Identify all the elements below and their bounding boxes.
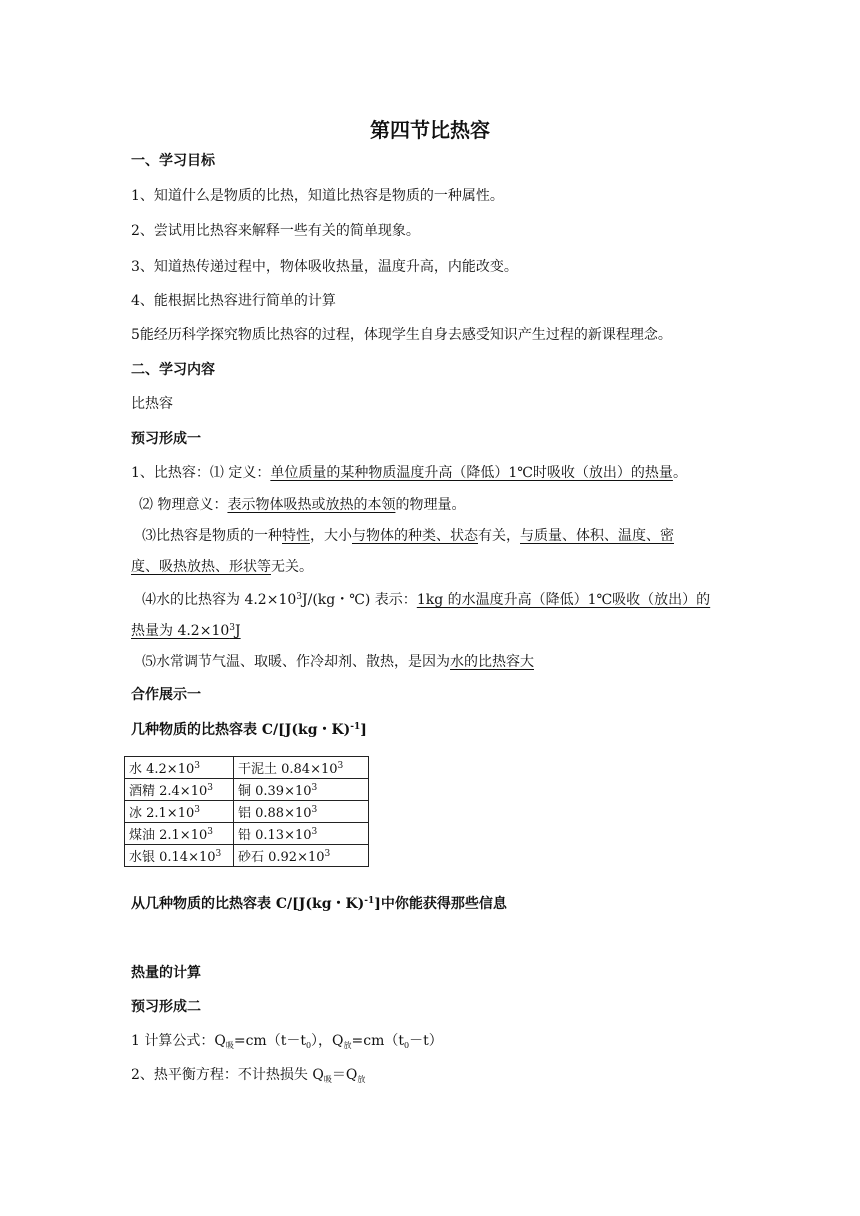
exponent: 3 [207, 783, 213, 793]
water-text: J/(kg・℃) 表示： [302, 592, 417, 608]
cell-value: 铝 0.88×10 [238, 806, 312, 821]
property-line-1 [142, 526, 674, 546]
table-body [125, 757, 369, 867]
cell-value: 铅 0.13×10 [238, 828, 312, 843]
definition-suffix: 。 [672, 465, 687, 481]
water-heat-line-2 [131, 621, 241, 641]
subscript: 吸 [225, 1041, 234, 1050]
preview-heading-one: 预习形成一 [131, 431, 201, 447]
property-text: 有关， [478, 528, 520, 544]
cell-value: 铜 0.39×10 [238, 784, 312, 799]
goal-item: 3、知道热传递过程中，物体吸收热量，温度升高，内能改变。 [131, 259, 518, 275]
water-answer-text: 热量为 4.2×10 [131, 623, 230, 639]
cell-value: 煤油 2.1×10 [129, 828, 208, 843]
caption-text: ] [360, 722, 367, 738]
subscript: 0 [305, 1041, 312, 1050]
property-answer-trait: 特性 [282, 528, 310, 544]
goal-item: 5能经历科学探究物质比热容的过程，体现学生自身去感受知识产生过程的新课程理念。 [131, 327, 672, 343]
exponent: 3 [207, 827, 213, 837]
topic-heat-calculation: 热量的计算 [131, 965, 201, 981]
formula-text: =cm（t－t [233, 1033, 306, 1049]
exponent: 3 [215, 849, 222, 859]
property-line-2 [131, 557, 313, 577]
meaning-answer: 表示物体吸热或放热的本领 [227, 497, 396, 513]
table-cell [125, 801, 234, 823]
exponent: 3 [194, 805, 200, 815]
exponent: 3 [229, 623, 235, 633]
definition-prefix: 1、比热容：⑴ 定义： [131, 465, 271, 481]
water-text: ⑷水的比热容为 4.2×10 [142, 592, 297, 608]
table-cell [234, 823, 369, 845]
table-row [125, 779, 369, 801]
table-row [125, 757, 369, 779]
exponent: 3 [337, 761, 344, 771]
preview-heading-two: 预习形成二 [131, 999, 201, 1015]
water-answer: 1kg 的水温度升高（降低）1℃吸收（放出）的 [416, 592, 711, 608]
exponent: 3 [311, 783, 318, 793]
usage-answer: 水的比热容大 [450, 654, 534, 670]
property-answer-independent: 与质量、体积、温度、密 [520, 528, 674, 544]
cell-value: 砂石 0.92×10 [238, 850, 325, 865]
goal-item: 1、知道什么是物质的比热，知道比热容是物质的一种属性。 [131, 188, 504, 204]
heat-balance-line [131, 1065, 365, 1085]
meaning-suffix: 的物理量。 [395, 497, 466, 513]
question-text: ]中你能获得那些信息 [374, 896, 507, 912]
section-heading-goals: 一、学习目标 [131, 153, 215, 169]
water-answer [131, 623, 241, 639]
table-row [125, 823, 369, 845]
exponent: 3 [296, 592, 302, 602]
physical-meaning-line [139, 495, 465, 515]
subscript: 吸 [323, 1075, 332, 1084]
table-caption [131, 720, 367, 740]
balance-text: ＝Q [331, 1067, 358, 1083]
exponent: -1 [350, 722, 361, 732]
usage-text: ⑸水常调节气温、取暖、作冷却剂、散热，是因为 [142, 654, 450, 670]
table-cell [125, 779, 234, 801]
section-heading-content: 二、学习内容 [131, 362, 215, 378]
page-title: 第四节比热容 [370, 118, 490, 142]
water-heat-line-1 [142, 590, 710, 610]
caption-text: 几种物质的比热容表 C/[J(kg・K) [131, 722, 351, 738]
formula-text: =cm（t [351, 1033, 405, 1049]
table-row [125, 801, 369, 823]
formula-line [131, 1031, 443, 1051]
cell-value: 酒精 2.4×10 [129, 784, 208, 799]
cell-value: 冰 2.1×10 [129, 806, 195, 821]
topic-specific-heat: 比热容 [131, 396, 173, 412]
exponent: 3 [311, 805, 318, 815]
cell-value: 水 4.2×10 [129, 762, 195, 777]
table-cell [234, 757, 369, 779]
table-cell [234, 779, 369, 801]
question-line [131, 894, 507, 914]
balance-text: 2、热平衡方程：不计热损失 Q [131, 1067, 324, 1083]
goal-item: 2、尝试用比热容来解释一些有关的简单现象。 [131, 223, 420, 239]
specific-heat-table [124, 756, 369, 867]
table-cell [125, 845, 234, 867]
exponent: 3 [324, 849, 331, 859]
property-text: ，大小 [310, 528, 352, 544]
table-cell [234, 845, 369, 867]
table-cell [234, 801, 369, 823]
table-cell [125, 823, 234, 845]
formula-text: －t） [409, 1033, 443, 1049]
goal-item: 4、能根据比热容进行简单的计算 [131, 293, 336, 309]
subscript: 放 [357, 1075, 366, 1084]
property-answer-independent: 度、吸热放热、形状等 [131, 559, 271, 575]
property-text: ⑶比热容是物质的一种 [142, 528, 282, 544]
exponent: -1 [364, 896, 375, 906]
subscript: 0 [404, 1041, 410, 1050]
water-usage-line [142, 652, 534, 672]
formula-text: 1 计算公式：Q [131, 1033, 226, 1049]
cooperation-heading-one: 合作展示一 [131, 687, 201, 703]
definition-answer: 单位质量的某种物质温度升高（降低）1℃时吸收（放出）的热量 [270, 465, 673, 481]
question-text: 从几种物质的比热容表 C/[J(kg・K) [131, 896, 365, 912]
water-answer-text: J [235, 623, 241, 639]
subscript: 放 [343, 1041, 352, 1050]
exponent: 3 [194, 761, 200, 771]
property-answer-depends: 与物体的种类、状态 [352, 528, 478, 544]
cell-value: 水银 0.14×10 [129, 850, 216, 865]
table-row [125, 845, 369, 867]
cell-value: 干泥土 0.84×10 [238, 762, 338, 777]
table-cell [125, 757, 234, 779]
definition-line [131, 463, 687, 483]
meaning-prefix: ⑵ 物理意义： [139, 497, 228, 513]
formula-text: ），Q [311, 1033, 344, 1049]
exponent: 3 [311, 827, 318, 837]
property-text: 无关。 [271, 559, 313, 575]
